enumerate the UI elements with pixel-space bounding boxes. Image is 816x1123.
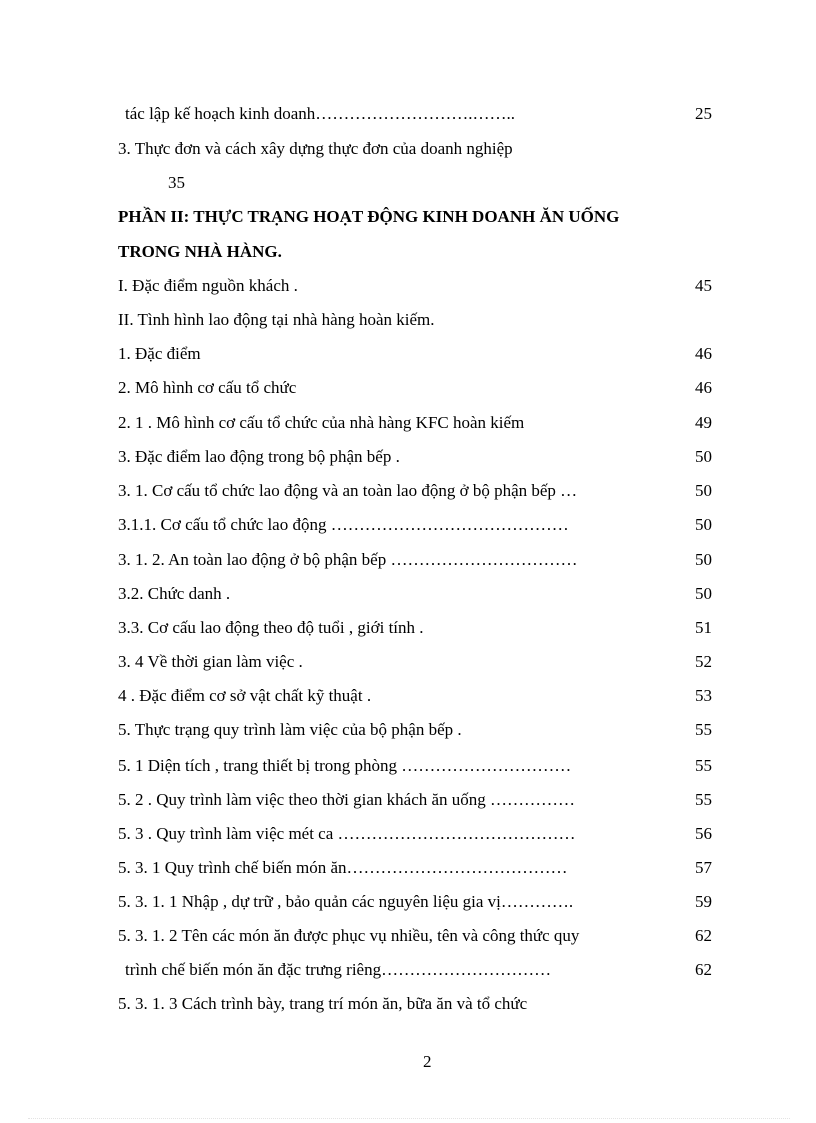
- toc-entry-text: 5. 3. 1. 1 Nhập , dự trữ , bảo quản các nguyên liệu gia vị………….: [118, 892, 574, 911]
- part2-heading-line1: PHẦN II: THỰC TRẠNG HOẠT ĐỘNG KINH DOANH ĂN UỐNG: [118, 207, 620, 226]
- toc-entry-text: I. Đặc điểm nguồn khách .: [118, 276, 298, 295]
- toc-entry-page: 55: [695, 756, 712, 775]
- toc-entry-page: 59: [695, 892, 712, 911]
- toc-entry-page: 56: [695, 824, 712, 843]
- toc-entry-text: 5. 3 . Quy trình làm việc mét ca ……………………………………: [118, 824, 576, 843]
- page-bottom-border: [28, 1118, 790, 1119]
- toc-entry-text: 2. Mô hình cơ cấu tổ chức: [118, 378, 297, 397]
- toc-entry-page: 50: [695, 584, 712, 603]
- toc-entry-text: tác lập kế hoạch kinh doanh……………………….……..: [125, 104, 515, 123]
- toc-entry-page: 55: [695, 720, 712, 739]
- toc-entry-page: 50: [695, 447, 712, 466]
- toc-entry-text: 3. 1. Cơ cấu tổ chức lao động và an toàn lao động ở bộ phận bếp …: [118, 481, 578, 500]
- toc-entry-text: 5. 2 . Quy trình làm việc theo thời gian khách ăn uống ……………: [118, 790, 576, 809]
- toc-entry-page: 62: [695, 926, 712, 945]
- toc-entry-page: 55: [695, 790, 712, 809]
- toc-entry-text: 3. Thực đơn và cách xây dựng thực đơn của doanh nghiệp: [118, 139, 513, 158]
- part2-heading-line2: TRONG NHÀ HÀNG.: [118, 242, 282, 261]
- toc-entry-text: 4 . Đặc điểm cơ sở vật chất kỹ thuật .: [118, 686, 372, 705]
- toc-entry-page: 46: [695, 344, 712, 363]
- toc-entry-page: 49: [695, 413, 712, 432]
- toc-entry-page: 50: [695, 515, 712, 534]
- toc-entry-page: 57: [695, 858, 712, 877]
- toc-entry-text: 3.2. Chức danh .: [118, 584, 231, 603]
- toc-entry-text: 5. 1 Diện tích , trang thiết bị trong phòng …………………………: [118, 756, 572, 775]
- footer-page-number: 2: [423, 1052, 432, 1071]
- toc-entry-text: trình chế biến món ăn đặc trưng riêng…………………………: [125, 960, 552, 979]
- toc-entry-text: 3.1.1. Cơ cấu tổ chức lao động ……………………………………: [118, 515, 569, 534]
- toc-entry-page: 62: [695, 960, 712, 979]
- toc-entry-text: 3. Đặc điểm lao động trong bộ phận bếp .: [118, 447, 400, 466]
- toc-entry-text: 5. 3. 1. 2 Tên các món ăn được phục vụ nhiều, tên và công thức quy: [118, 926, 580, 945]
- toc-entry-page: 51: [695, 618, 712, 637]
- toc-entry-text: 3. 4 Về thời gian làm việc .: [118, 652, 303, 671]
- toc-entry-page: 46: [695, 378, 712, 397]
- toc-entry-text: 5. Thực trạng quy trình làm việc của bộ phận bếp .: [118, 720, 462, 739]
- toc-entry-page: 53: [695, 686, 712, 705]
- toc-entry-page: 45: [695, 276, 712, 295]
- toc-entry-text: 5. 3. 1. 3 Cách trình bày, trang trí món ăn, bữa ăn và tổ chức: [118, 994, 528, 1013]
- toc-entry-page: 35: [168, 173, 185, 192]
- toc-entry-text: 3.3. Cơ cấu lao động theo độ tuổi , giới tính .: [118, 618, 424, 637]
- toc-entry-page: 52: [695, 652, 712, 671]
- toc-entry-page: 50: [695, 481, 712, 500]
- toc-entry-text: 2. 1 . Mô hình cơ cấu tổ chức của nhà hàng KFC hoàn kiếm: [118, 413, 525, 432]
- toc-entry-text: 1. Đặc điểm: [118, 344, 201, 363]
- toc-entry-page: 50: [695, 550, 712, 569]
- toc-entry-page: 25: [695, 104, 712, 123]
- toc-entry-text: 3. 1. 2. An toàn lao động ở bộ phận bếp ……………………………: [118, 550, 578, 569]
- toc-entry-text: 5. 3. 1 Quy trình chế biến món ăn…………………………………: [118, 858, 568, 877]
- toc-entry-text: II. Tình hình lao động tại nhà hàng hoàn kiếm.: [118, 310, 435, 329]
